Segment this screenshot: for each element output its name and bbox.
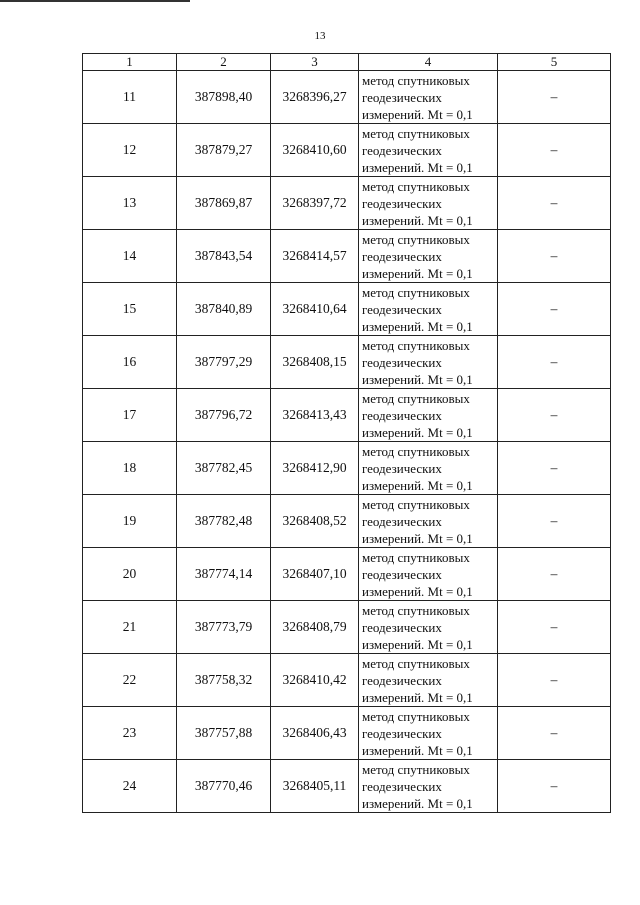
point-number-cell: 12 bbox=[83, 124, 177, 177]
point-number-cell: 11 bbox=[83, 71, 177, 124]
note-cell: – bbox=[498, 177, 611, 230]
x-coordinate-cell: 387879,27 bbox=[177, 124, 271, 177]
y-coordinate-cell: 3268412,90 bbox=[271, 442, 359, 495]
coordinates-table bbox=[82, 53, 611, 813]
note-cell: – bbox=[498, 283, 611, 336]
method-cell bbox=[359, 71, 498, 124]
method-text: метод спутниковых геодезических измерений. Mt = 0,1 bbox=[362, 72, 473, 122]
point-number-cell: 16 bbox=[83, 336, 177, 389]
method-cell bbox=[359, 442, 498, 495]
y-coordinate-cell: 3268397,72 bbox=[271, 177, 359, 230]
method-cell bbox=[359, 601, 498, 654]
point-number-cell: 13 bbox=[83, 177, 177, 230]
y-coordinate-cell: 3268405,11 bbox=[271, 760, 359, 813]
x-coordinate-cell: 387843,54 bbox=[177, 230, 271, 283]
y-coordinate-cell: 3268396,27 bbox=[271, 71, 359, 124]
point-number-cell: 14 bbox=[83, 230, 177, 283]
method-text: метод спутниковых геодезических измерений. Mt = 0,1 bbox=[362, 284, 473, 334]
method-text: метод спутниковых геодезических измерений. Mt = 0,1 bbox=[362, 761, 473, 811]
note-cell: – bbox=[498, 71, 611, 124]
method-text: метод спутниковых геодезических измерений. Mt = 0,1 bbox=[362, 443, 473, 493]
page-number: 13 bbox=[314, 30, 326, 42]
method-cell bbox=[359, 283, 498, 336]
point-number-cell: 18 bbox=[83, 442, 177, 495]
point-number-cell: 19 bbox=[83, 495, 177, 548]
table-row bbox=[83, 442, 611, 495]
header-col-3: 3 bbox=[271, 54, 359, 71]
note-cell: – bbox=[498, 495, 611, 548]
point-number-cell: 23 bbox=[83, 707, 177, 760]
method-cell bbox=[359, 336, 498, 389]
method-cell bbox=[359, 230, 498, 283]
point-number-cell: 22 bbox=[83, 654, 177, 707]
note-cell: – bbox=[498, 707, 611, 760]
y-coordinate-cell: 3268410,42 bbox=[271, 654, 359, 707]
x-coordinate-cell: 387797,29 bbox=[177, 336, 271, 389]
method-cell bbox=[359, 654, 498, 707]
note-cell: – bbox=[498, 601, 611, 654]
method-text: метод спутниковых геодезических измерений. Mt = 0,1 bbox=[362, 125, 473, 175]
x-coordinate-cell: 387774,14 bbox=[177, 548, 271, 601]
method-text: метод спутниковых геодезических измерений. Mt = 0,1 bbox=[362, 655, 473, 705]
method-cell bbox=[359, 707, 498, 760]
method-text: метод спутниковых геодезических измерений. Mt = 0,1 bbox=[362, 390, 473, 440]
y-coordinate-cell: 3268410,60 bbox=[271, 124, 359, 177]
table-row bbox=[83, 124, 611, 177]
header-col-1: 1 bbox=[83, 54, 177, 71]
method-cell bbox=[359, 177, 498, 230]
table-body bbox=[83, 71, 611, 813]
note-cell: – bbox=[498, 336, 611, 389]
point-number-cell: 21 bbox=[83, 601, 177, 654]
method-text: метод спутниковых геодезических измерений. Mt = 0,1 bbox=[362, 708, 473, 758]
table-row bbox=[83, 654, 611, 707]
method-cell bbox=[359, 495, 498, 548]
method-text: метод спутниковых геодезических измерений. Mt = 0,1 bbox=[362, 337, 473, 387]
method-text: метод спутниковых геодезических измерений. Mt = 0,1 bbox=[362, 231, 473, 281]
y-coordinate-cell: 3268414,57 bbox=[271, 230, 359, 283]
y-coordinate-cell: 3268410,64 bbox=[271, 283, 359, 336]
y-coordinate-cell: 3268407,10 bbox=[271, 548, 359, 601]
note-cell: – bbox=[498, 760, 611, 813]
method-text: метод спутниковых геодезических измерений. Mt = 0,1 bbox=[362, 602, 473, 652]
method-cell bbox=[359, 760, 498, 813]
y-coordinate-cell: 3268408,15 bbox=[271, 336, 359, 389]
x-coordinate-cell: 387782,45 bbox=[177, 442, 271, 495]
table-row bbox=[83, 389, 611, 442]
point-number-cell: 20 bbox=[83, 548, 177, 601]
y-coordinate-cell: 3268408,52 bbox=[271, 495, 359, 548]
note-cell: – bbox=[498, 389, 611, 442]
note-cell: – bbox=[498, 654, 611, 707]
table-row bbox=[83, 548, 611, 601]
x-coordinate-cell: 387758,32 bbox=[177, 654, 271, 707]
table-row bbox=[83, 283, 611, 336]
method-text: метод спутниковых геодезических измерений. Mt = 0,1 bbox=[362, 178, 473, 228]
x-coordinate-cell: 387898,40 bbox=[177, 71, 271, 124]
top-rule bbox=[0, 0, 190, 2]
note-cell: – bbox=[498, 124, 611, 177]
y-coordinate-cell: 3268408,79 bbox=[271, 601, 359, 654]
x-coordinate-cell: 387757,88 bbox=[177, 707, 271, 760]
table-row bbox=[83, 601, 611, 654]
x-coordinate-cell: 387840,89 bbox=[177, 283, 271, 336]
table-row bbox=[83, 336, 611, 389]
table-row bbox=[83, 230, 611, 283]
x-coordinate-cell: 387782,48 bbox=[177, 495, 271, 548]
y-coordinate-cell: 3268413,43 bbox=[271, 389, 359, 442]
method-cell bbox=[359, 124, 498, 177]
header-col-4: 4 bbox=[359, 54, 498, 71]
table-row bbox=[83, 71, 611, 124]
note-cell: – bbox=[498, 548, 611, 601]
point-number-cell: 24 bbox=[83, 760, 177, 813]
point-number-cell: 15 bbox=[83, 283, 177, 336]
note-cell: – bbox=[498, 442, 611, 495]
table-row bbox=[83, 707, 611, 760]
x-coordinate-cell: 387773,79 bbox=[177, 601, 271, 654]
method-cell bbox=[359, 548, 498, 601]
table-row bbox=[83, 760, 611, 813]
table-header-row bbox=[83, 54, 611, 71]
method-text: метод спутниковых геодезических измерений. Mt = 0,1 bbox=[362, 496, 473, 546]
note-cell: – bbox=[498, 230, 611, 283]
x-coordinate-cell: 387770,46 bbox=[177, 760, 271, 813]
table-row bbox=[83, 495, 611, 548]
header-col-2: 2 bbox=[177, 54, 271, 71]
header-col-5: 5 bbox=[498, 54, 611, 71]
x-coordinate-cell: 387796,72 bbox=[177, 389, 271, 442]
method-text: метод спутниковых геодезических измерений. Mt = 0,1 bbox=[362, 549, 473, 599]
y-coordinate-cell: 3268406,43 bbox=[271, 707, 359, 760]
method-cell bbox=[359, 389, 498, 442]
x-coordinate-cell: 387869,87 bbox=[177, 177, 271, 230]
table-row bbox=[83, 177, 611, 230]
point-number-cell: 17 bbox=[83, 389, 177, 442]
